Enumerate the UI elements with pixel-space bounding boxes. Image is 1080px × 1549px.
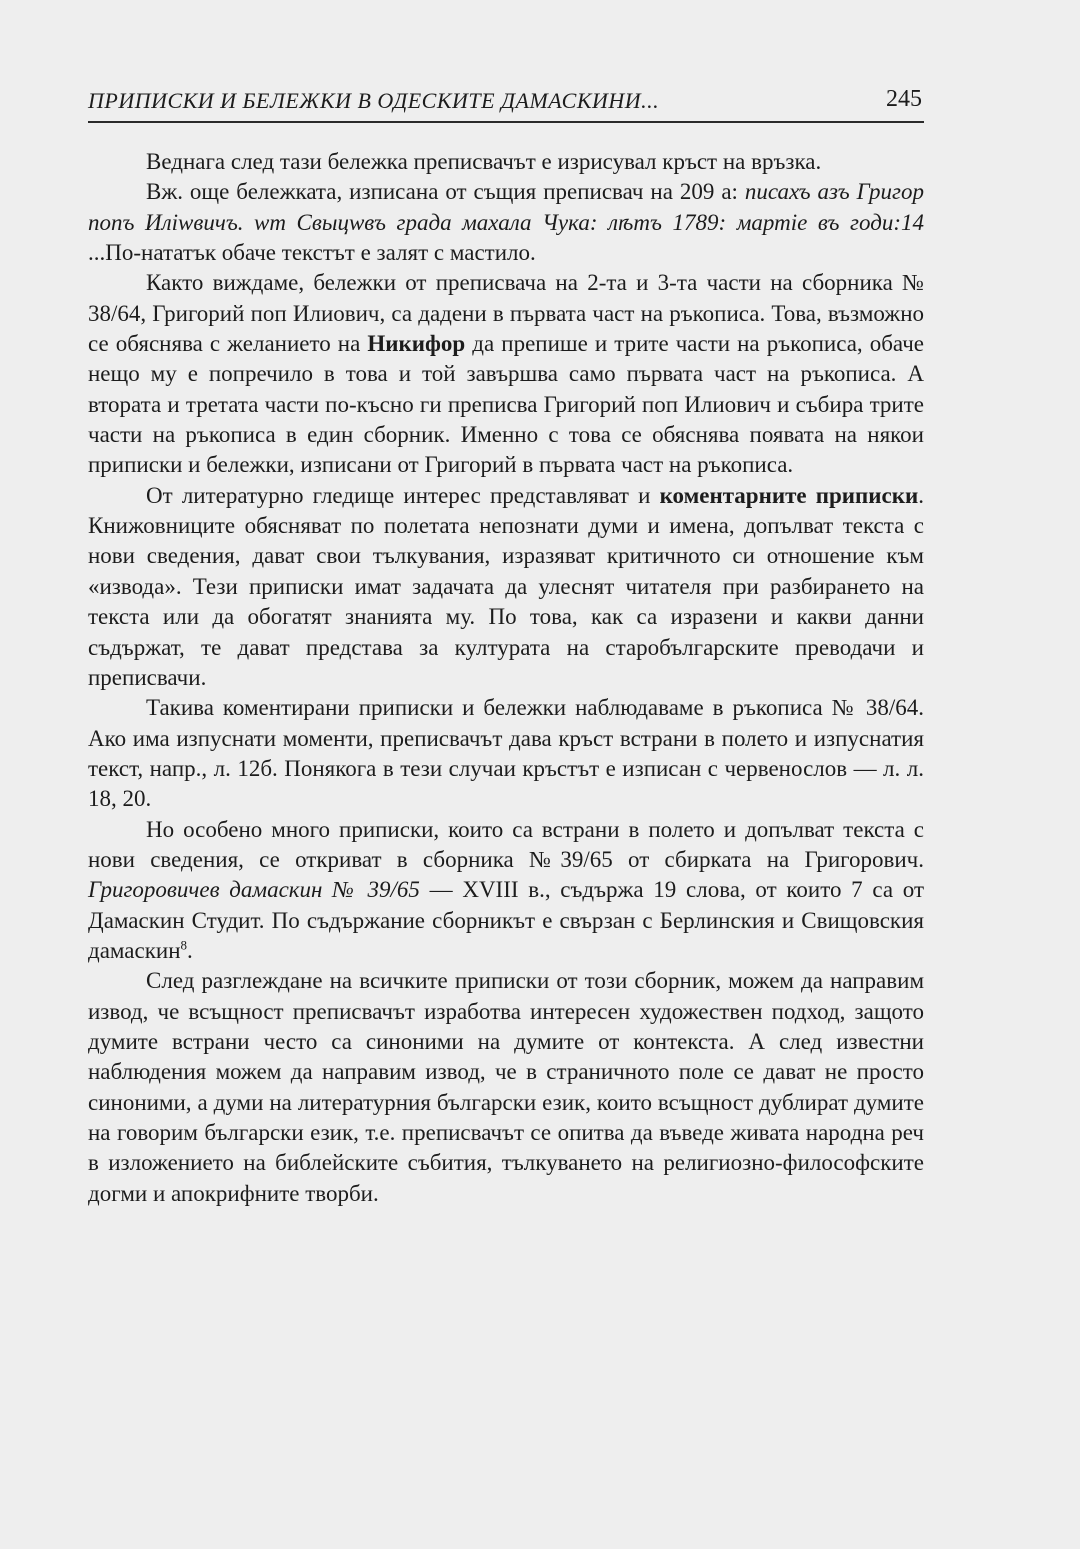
paragraph-4-text-b: . Книжовниците обясняват по полетата непознати думи и имена, допълват текста с нови сведения, дават свои тълкувания, изразяват критичното си отношение към «извода». Тези приписки имат задачата да улеснят читателя при разбирането на текста или да обогатят знанията му. По това, как са изразени и какви данни съдържат, те дават представа за културата на старобългарските преводачи и преписвачи. bbox=[88, 482, 924, 690]
page-number: 245 bbox=[886, 86, 922, 112]
header-rule bbox=[88, 121, 924, 123]
paragraph-2-quote: писахъ азъ Григор попъ Иліwвичъ. wт Свыцwвъ града махала Чука: лѣтъ 1789: мартіе въ годи:14 bbox=[88, 179, 925, 235]
running-title: ПРИПИСКИ И БЕЛЕЖКИ В ОДЕСКИТЕ ДАМАСКИНИ... bbox=[88, 88, 660, 113]
footnote-marker: 8 bbox=[180, 937, 188, 953]
paragraph-3-text-b: да препише и трите части на ръкописа, обаче нещо му е попречило в това и той завършва само първата част на ръкописа. А втората и третата части по-късно ги преписва Григорий поп Илиович и събира трите части на ръкописа в един сборник. Именно с това се обяснява появата на някои приписки и бележки, изписани от Григорий в първата част на ръкописа. bbox=[88, 331, 924, 478]
paragraph-2-text-b: ...По-нататък обаче текстът е залят с мастило. bbox=[88, 240, 536, 266]
paragraph-2 bbox=[88, 177, 924, 268]
page-header bbox=[88, 86, 924, 126]
paragraph-4-bold-term: коментарните приписки bbox=[659, 482, 919, 508]
paragraph-3 bbox=[88, 268, 924, 480]
paragraph-6-text-a: Но особено много приписки, които са встрани в полето и допълват текста с нови сведения, се откриват в сборника №39/65 от сбирката на Григорович. bbox=[88, 816, 924, 872]
paragraph-6-text-c: . bbox=[187, 937, 193, 963]
paragraph-4-text-a: От литературно гледище интерес представляват и bbox=[146, 482, 660, 508]
paragraph-1: Веднага след тази бележка преписвачът е изрисувал кръст на връзка. bbox=[146, 149, 822, 174]
paragraph-2-text-a: Вж. още бележката, изписана от същия преписвач на 209 а: bbox=[146, 179, 745, 205]
paragraph-3-name: Никифор bbox=[367, 331, 466, 357]
paragraph-6-text-b: — XVIII в., съдържа 19 слова, от които 7 са от Дамаскин Студит. По съдържание сборникът е свързан с Берлинския и Свищовския дамаскин bbox=[88, 877, 925, 963]
paragraph-6-title: Григоровичев дамаскин № 39/65 bbox=[88, 877, 420, 903]
paragraph-4 bbox=[88, 481, 924, 693]
paragraph-7: След разглеждане на всичките приписки от този сборник, можем да направим извод, че всъщност преписвачът изработва интересен художествен подход, защото думите встрани често са синоними на думите от контекста. А след известни наблюдения можем да направим извод, че в страничното поле се дават не просто синоними, а думи на литературния български език, които всъщност дублират думите на говорим български език, т.е. преписвачът се опитва да въведе живата народна реч в изложението на библейските събития, тълкуването на религиозно-философските догми и апокрифните творби. bbox=[88, 968, 924, 1206]
body-text bbox=[88, 147, 924, 1209]
paragraph-6 bbox=[88, 815, 924, 967]
paragraph-3-text-a: Както виждаме, бележки от преписвача на 2-та и 3-та части на сборника № 38/64, Григорий поп Илиович, са дадени в първата част на ръкописа. Това, възможно се обяснява с желанието на bbox=[88, 270, 924, 357]
paragraph-5: Такива коментирани приписки и бележки наблюдаваме в ръкописа № 38/64. Ако има изпуснати моменти, преписвачът дава кръст встрани в полето и изпуснатия текст, напр., л. 12б. Понякога в тези случаи кръстът е изписан с червенослов — л. л. 18, 20. bbox=[88, 695, 924, 812]
